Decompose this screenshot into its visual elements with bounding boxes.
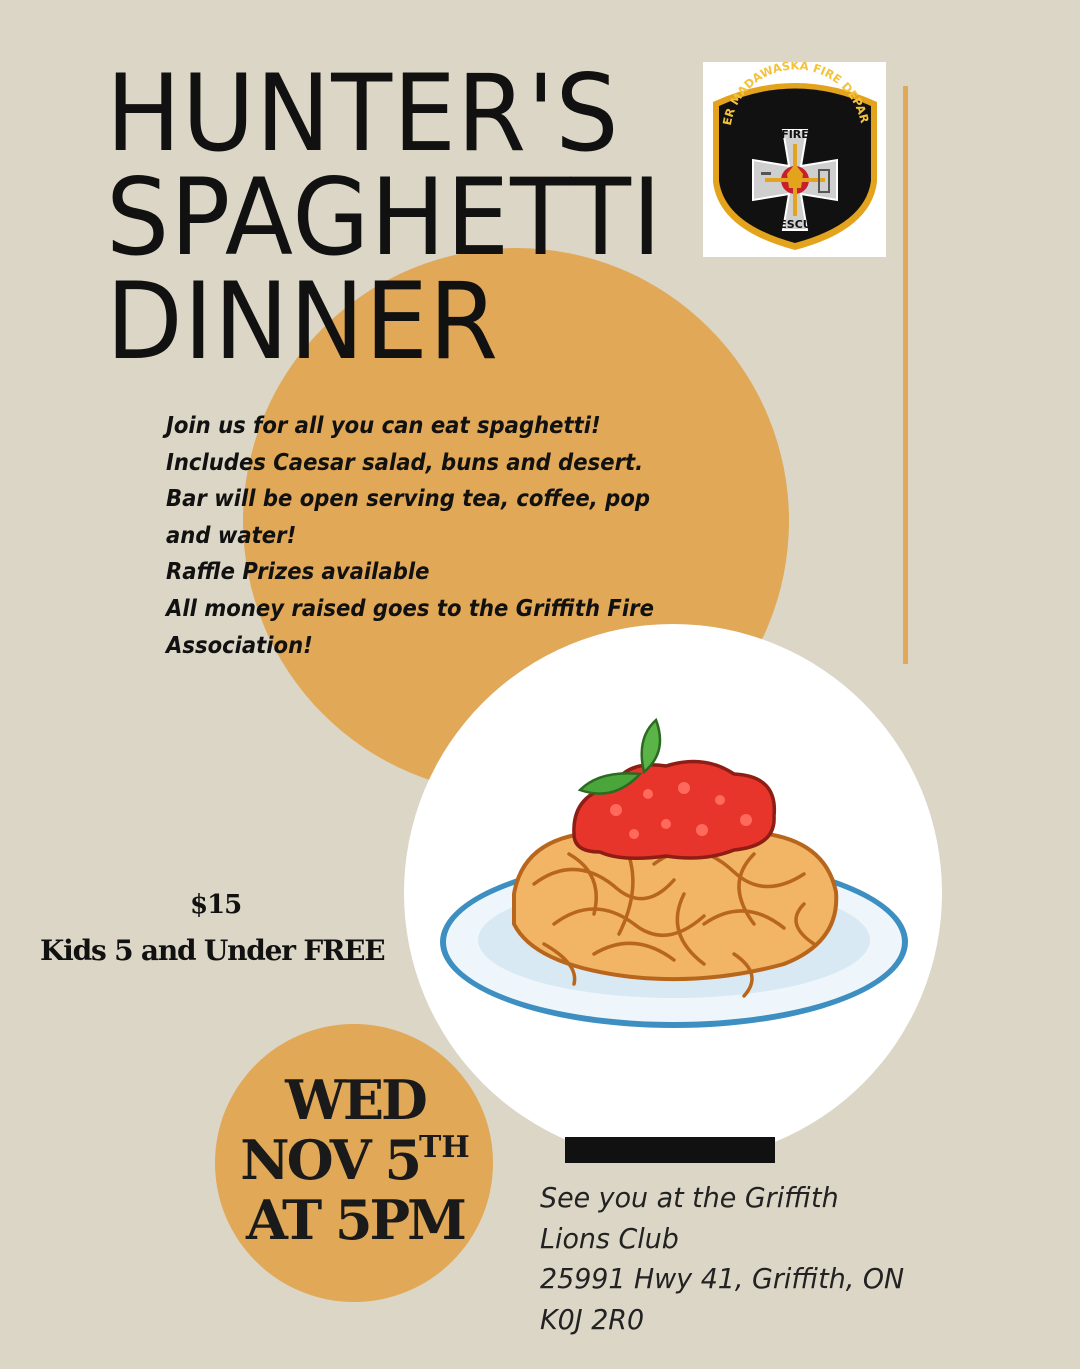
- venue-line: Lions Club: [540, 1221, 679, 1255]
- poster-title: [106, 52, 663, 383]
- logo-arc-text: ER MADAWASKA FIRE DEPAR: [719, 62, 872, 127]
- description-line: Includes Caesar salad, buns and desert.: [166, 449, 644, 476]
- date-day: WED: [285, 1068, 425, 1132]
- title-line-2: SPAGHETTI: [106, 156, 663, 279]
- description-line: Join us for all you can eat spaghetti!: [166, 413, 601, 439]
- description-line: All money raised goes to the Griffith Fire: [166, 595, 654, 622]
- date-time: AT 5PM: [246, 1188, 464, 1252]
- title-line-1: HUNTER'S: [106, 52, 620, 175]
- logo-bottom-word: RESCUE: [770, 218, 820, 231]
- description-line: and water!: [166, 522, 297, 549]
- venue-line: K0J 2R0: [540, 1302, 645, 1336]
- plate-shadow-bar: [565, 1137, 775, 1163]
- accent-rule-long: [903, 236, 908, 664]
- logo-top-word: FIRE: [781, 128, 809, 141]
- date-month-day: NOV 5: [240, 1128, 420, 1192]
- description-line: Raffle Prizes available: [166, 559, 430, 586]
- venue-line: See you at the Griffith: [540, 1181, 839, 1214]
- venue-info: [540, 1178, 904, 1340]
- accent-rule-top: [903, 86, 908, 246]
- adult-price: $15: [190, 890, 242, 920]
- kids-price: Kids 5 and Under FREE: [40, 934, 385, 967]
- description-line: Bar will be open serving tea, coffee, pop: [166, 486, 651, 513]
- venue-line: 25991 Hwy 41, Griffith, ON: [540, 1262, 905, 1295]
- event-description: [166, 408, 681, 664]
- date-month-day-row: [222, 1130, 488, 1190]
- fire-department-logo: [703, 62, 886, 257]
- date-suffix: TH: [419, 1130, 470, 1165]
- description-line: Association!: [166, 632, 313, 659]
- event-date: [222, 1070, 488, 1250]
- fire-badge-icon: [703, 62, 886, 257]
- title-line-3: DINNER: [106, 260, 500, 383]
